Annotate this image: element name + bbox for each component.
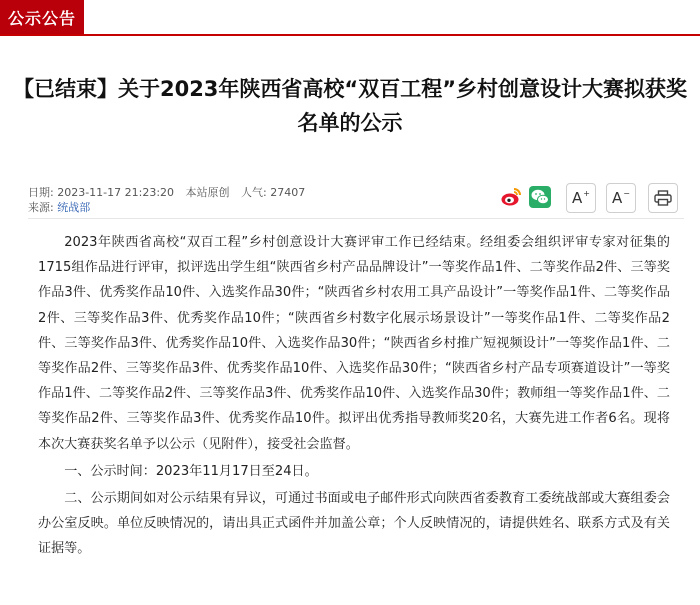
date-value: 2023-11-17 21:23:20 xyxy=(57,186,175,199)
article-body xyxy=(38,230,670,562)
source-link[interactable]: 统战部 xyxy=(57,201,91,214)
font-increase-label: A xyxy=(572,189,583,207)
meta-divider xyxy=(28,218,684,219)
paragraph-intro: 2023年陕西省高校“双百工程”乡村创意设计大赛评审工作已经结束。经组委会组织评审专家对征集的1715组作品进行评审，拟评选出学生组“陕西省乡村产品品牌设计”一等奖作品1件、二等奖作品2件、三等奖作品3件、优秀奖作品10件、入选奖作品30件；“陕西省乡村农用工具产品设计”一等奖作品1件、二等奖作品2件、三等奖作品3件、优秀奖作品10件；“陕西省乡村数字化展示场景设计”一等奖作品1件、二等奖作品2件、三等奖作品3件、优秀奖作品10件、入选奖作品30件；“陕西省乡村推广短视频设计”一等奖作品1件、二等奖作品2件、三等奖作品3件、优秀奖作品10件、入选奖作品30件；“陕西省乡村产品专项赛道设计”一等奖作品1件、二等奖作品2件、三等奖作品3件、优秀奖作品10件、入选奖作品30件；教师组一等奖作品1件、二等奖作品2件、三等奖作品3件、优秀奖作品10件。拟评出优秀指导教师奖20名，大赛先进工作者6名。现将本次大赛获奖名单予以公示（见附件），接受社会监督。 xyxy=(38,235,670,452)
paragraph-objection: 二、公示期间如对公示结果有异议，可通过书面或电子邮件形式向陕西省委教育工委统战部或大赛组委会办公室反映。单位反映情况的，请出具正式函件并加盖公章；个人反映情况的，请提供姓名、联系方式及有关证据等。 xyxy=(38,491,670,557)
font-decrease-button[interactable] xyxy=(606,183,636,213)
author: 本站原创 xyxy=(185,186,230,199)
paragraph-time: 一、公示时间：2023年11月17日至24日。 xyxy=(64,463,318,479)
article-meta xyxy=(28,185,498,215)
weibo-icon[interactable] xyxy=(500,186,522,208)
source-label: 来源: xyxy=(28,201,54,214)
font-decrease-label: A xyxy=(612,189,623,207)
printer-icon xyxy=(654,190,672,206)
header-bar xyxy=(0,0,700,36)
section-tab[interactable]: 公示公告 xyxy=(0,0,84,34)
print-button[interactable] xyxy=(648,183,678,213)
views-value: 27407 xyxy=(270,186,306,199)
plus-icon: + xyxy=(583,188,590,198)
article-title: 【已结束】关于2023年陕西省高校“双百工程”乡村创意设计大赛拟获奖名单的公示 xyxy=(12,77,688,135)
minus-icon: − xyxy=(623,188,630,198)
wechat-icon[interactable] xyxy=(529,186,551,208)
font-increase-button[interactable] xyxy=(566,183,596,213)
date-label: 日期: xyxy=(28,186,54,199)
views-label: 人气: xyxy=(241,186,267,199)
